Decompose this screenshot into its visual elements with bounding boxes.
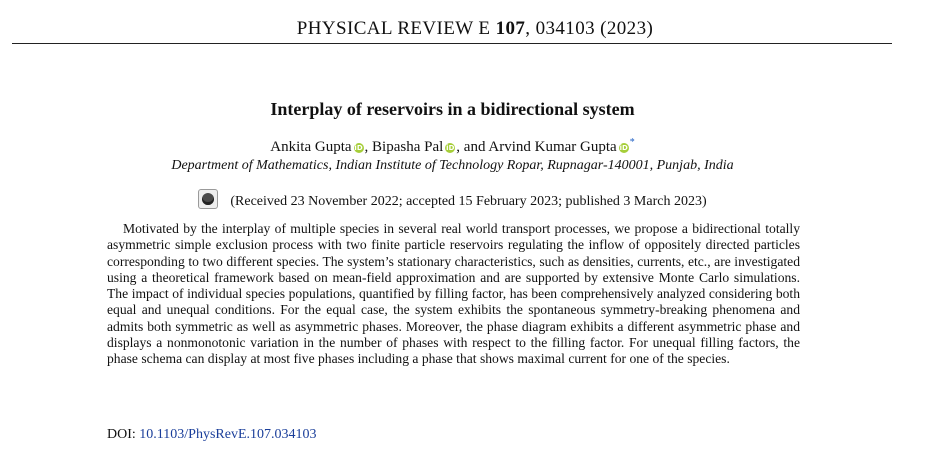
author-separator: , and: [456, 139, 489, 155]
affiliation: Department of Mathematics, Indian Institute of Technology Ropar, Rupnagar-140001, Punjab, India: [171, 158, 734, 173]
author-name: Bipasha Pal: [372, 139, 444, 155]
doi-label: DOI:: [107, 427, 140, 442]
author-name: Ankita Gupta: [270, 139, 352, 155]
author-name: Arvind Kumar Gupta: [488, 139, 617, 155]
corresponding-author-mark[interactable]: *: [629, 137, 635, 148]
publication-history: [0, 189, 905, 210]
orcid-icon[interactable]: iD: [446, 144, 455, 152]
orcid-icon[interactable]: iD: [354, 144, 363, 152]
paper-title: Interplay of reservoirs in a bidirectional system: [270, 99, 635, 119]
article-number: , 034103 (2023): [525, 18, 654, 39]
doi-line: [107, 427, 317, 443]
doi-link[interactable]: 10.1103/PhysRevE.107.034103: [139, 427, 317, 442]
abstract: Motivated by the interplay of multiple species in several real world transport processes, we propose a bidirectional totally asymmetric simple exclusion process with two finite particle reservoirs regulating the inflow of oppositely directed particles corresponding to two different species. The system’s stationary characteristics, such as densities, currents, etc., are investigated using a theoretical framework based on mean-field approximation and are supported by extensive Monte Carlo simulations. The impact of individual species populations, quantified by filling factor, has been comprehensively analyzed considering both equal and unequal conditions. For the equal case, the system exhibits the spontaneous symmetry-breaking phenomena and admits both symmetric as well as asymmetric phases. Moreover, the phase diagram exhibits a different asymmetric phase and displays a nonmonotonic variation in the number of phases with respect to the filling factor. For unequal filling factors, the phase schema can display at most five phases including a phase that shows maximal current for one of the species.: [107, 221, 800, 367]
journal-header: [0, 18, 950, 40]
crossmark-icon[interactable]: [198, 189, 218, 209]
author-list: [0, 137, 905, 156]
header-divider: [12, 43, 892, 44]
journal-name: PHYSICAL REVIEW E: [296, 18, 491, 39]
journal-volume: 107: [495, 18, 526, 39]
orcid-icon[interactable]: iD: [619, 144, 628, 152]
history-dates: (Received 23 November 2022; accepted 15 February 2023; published 3 March 2023): [230, 194, 707, 209]
author-separator: ,: [364, 139, 373, 155]
